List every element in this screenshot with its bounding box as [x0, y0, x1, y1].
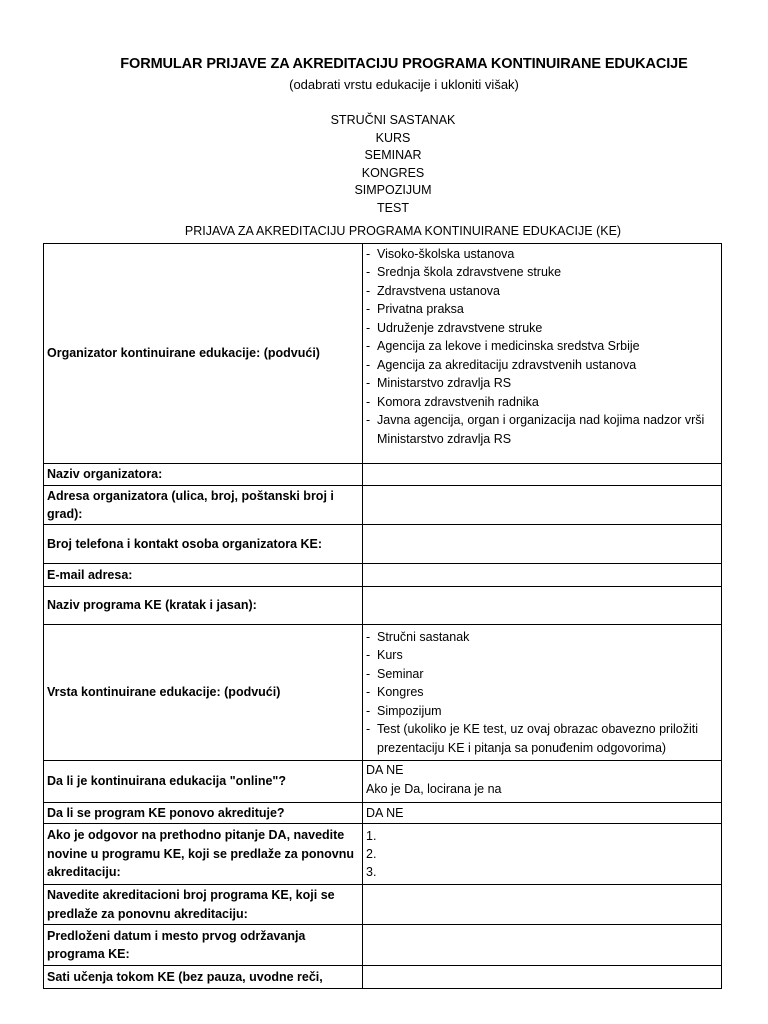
table-row [44, 525, 722, 564]
table-row [44, 761, 722, 803]
education-kind-options-list [366, 628, 718, 758]
organizer-option[interactable]: - Visoko-školska ustanova [366, 245, 718, 264]
email-label: E-mail adresa: [44, 564, 363, 587]
learning-hours-label: Sati učenja tokom KE (bez pauza, uvodne reči, [44, 966, 363, 989]
program-name-field[interactable] [363, 587, 722, 625]
education-type-list [0, 112, 768, 217]
table-row [44, 464, 722, 486]
form-title: FORMULAR PRIJAVE ZA AKREDITACIJU PROGRAMA KONTINUIRANE EDUKACIJE [120, 56, 688, 72]
table-row [44, 625, 722, 761]
novelties-label: Ako je odgovor na prethodno pitanje DA, navedite novine u programu KE, koji se predlaže za ponovnu akreditaciju: [44, 824, 363, 885]
education-type-item: STRUČNI SASTANAK [330, 113, 456, 127]
organizer-label: Organizator kontinuirane edukacije: (podvući) [44, 244, 363, 464]
education-kind-option[interactable]: - Test (ukoliko je KE test, uz ovaj obrazac obavezno priložiti prezentaciju KE i pitanja sa ponuđenim odgovorima) [366, 720, 718, 757]
education-kind-option[interactable]: - Simpozijum [366, 702, 718, 721]
education-type-item: SIMPOZIJUM [354, 183, 432, 197]
organizer-option[interactable]: - Privatna praksa [366, 300, 718, 319]
table-row [44, 244, 722, 464]
organizer-name-label: Naziv organizatora: [44, 464, 363, 486]
organizer-option[interactable]: - Komora zdravstvenih radnika [366, 393, 718, 412]
table-row [44, 885, 722, 925]
organizer-option[interactable]: - Agencija za lekove i medicinska sredstva Srbije [366, 337, 718, 356]
organizer-option[interactable]: - Agencija za akreditaciju zdravstvenih ustanova [366, 356, 718, 375]
learning-hours-field[interactable] [363, 966, 722, 989]
email-field[interactable] [363, 564, 722, 587]
organizer-option[interactable]: - Javna agencija, organ i organizacija nad kojima nadzor vrši Ministarstvo zdravlja RS [366, 411, 718, 448]
online-answer[interactable]: DA NE [366, 763, 404, 777]
organizer-option[interactable]: - Srednja škola zdravstvene struke [366, 263, 718, 282]
education-kind-options-cell[interactable] [363, 625, 722, 761]
online-answer-cell[interactable] [363, 761, 722, 803]
education-type-item: SEMINAR [364, 148, 422, 162]
organizer-options-cell[interactable] [363, 244, 722, 464]
first-date-place-field[interactable] [363, 925, 722, 966]
online-note: Ako je Da, locirana je na [366, 781, 502, 796]
novelties-field[interactable] [363, 824, 722, 885]
application-form-table [43, 243, 722, 989]
form-subtitle: (odabrati vrstu edukacije i ukloniti višak) [289, 77, 519, 92]
table-row [44, 925, 722, 966]
novelty-item[interactable]: 2. [366, 847, 377, 861]
education-type-item: KONGRES [361, 165, 425, 180]
program-name-label: Naziv programa KE (kratak i jasan): [44, 587, 363, 625]
reaccreditation-label: Da li se program KE ponovo akredituje? [44, 803, 363, 824]
novelty-item[interactable]: 1. [366, 829, 377, 843]
organizer-name-field[interactable] [363, 464, 722, 486]
accreditation-number-field[interactable] [363, 885, 722, 925]
organizer-address-label: Adresa organizatora (ulica, broj, poštanski broj i grad): [44, 486, 363, 525]
education-type-item: TEST [377, 200, 409, 215]
first-date-place-label: Predloženi datum i mesto prvog održavanja programa KE: [44, 925, 363, 966]
organizer-option[interactable]: - Ministarstvo zdravlja RS [366, 374, 718, 393]
online-label: Da li je kontinuirana edukacija "online"? [44, 761, 363, 803]
table-row [44, 966, 722, 989]
accreditation-number-label: Navedite akreditacioni broj programa KE, koji se predlaže za ponovnu akreditaciju: [44, 885, 363, 925]
table-row [44, 486, 722, 525]
application-heading: PRIJAVA ZA AKREDITACIJU PROGRAMA KONTINUIRANE EDUKACIJE (KE) [184, 224, 622, 238]
organizer-option[interactable]: - Udruženje zdravstvene struke [366, 319, 718, 338]
education-type-item: KURS [375, 130, 411, 145]
organizer-phone-field[interactable] [363, 525, 722, 564]
education-kind-option[interactable]: - Stručni sastanak [366, 628, 718, 647]
organizer-address-field[interactable] [363, 486, 722, 525]
table-row [44, 587, 722, 625]
organizer-option[interactable]: - Zdravstvena ustanova [366, 282, 718, 301]
novelty-item[interactable]: 3. [366, 865, 377, 879]
reaccreditation-answer[interactable]: DA NE [363, 803, 722, 824]
organizer-phone-label: Broj telefona i kontakt osoba organizatora KE: [44, 525, 363, 564]
table-row [44, 564, 722, 587]
education-kind-option[interactable]: - Kongres [366, 683, 718, 702]
table-row [44, 803, 722, 824]
organizer-options-list [366, 245, 718, 449]
education-kind-option[interactable]: - Seminar [366, 665, 718, 684]
education-kind-option[interactable]: - Kurs [366, 646, 718, 665]
table-row [44, 824, 722, 885]
education-kind-label: Vrsta kontinuirane edukacije: (podvući) [44, 625, 363, 761]
